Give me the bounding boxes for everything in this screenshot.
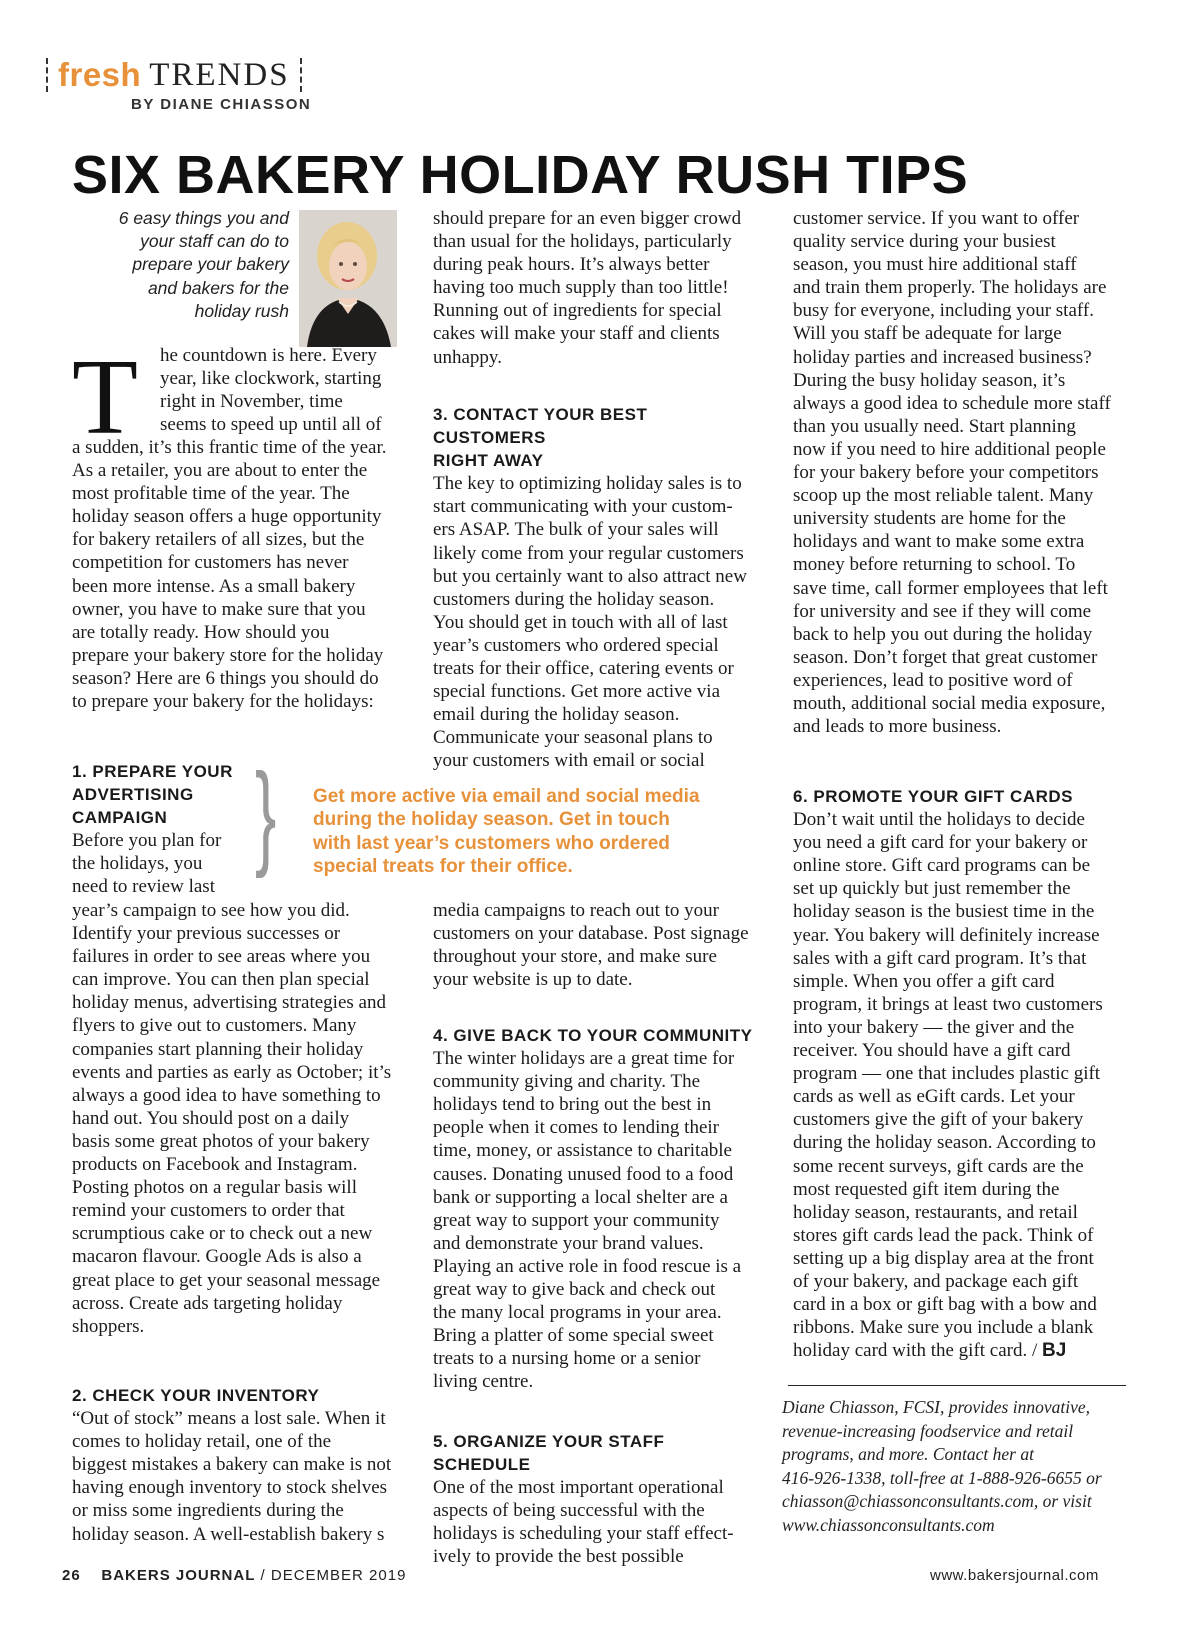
text-line: throughout your store, and make sure	[433, 946, 717, 968]
masthead-fresh: fresh	[58, 56, 142, 93]
text-line: should prepare for an even bigger crowd	[433, 208, 742, 229]
text-line: scoop up the most reliable talent. Many	[793, 485, 1094, 507]
text-line: customer service. If you want to offer	[793, 208, 1080, 229]
text-line: treats for their office, catering events or	[433, 658, 734, 680]
text-line: customers during the holiday season.	[433, 588, 715, 610]
section-1-heading: 1. PREPARE YOUR	[72, 762, 233, 781]
text-line: your customers with email or social	[433, 750, 705, 772]
text-line: busy for everyone, including your staff.	[793, 300, 1094, 322]
text-line: seems to speed up until all of	[160, 414, 382, 436]
text-line: for bakery retailers of all sizes, but the	[72, 529, 365, 551]
text-line: causes. Donating unused food to a food	[433, 1163, 734, 1185]
section-5	[433, 1430, 757, 1569]
text-line: ers ASAP. The bulk of your sales will	[433, 519, 719, 541]
text-line: Don’t wait until the holidays to decide	[793, 809, 1085, 831]
text-line: need to review last	[72, 876, 215, 898]
section-2-heading: 2. CHECK YOUR INVENTORY	[72, 1386, 320, 1405]
text-line: people when it comes to lending their	[433, 1117, 719, 1139]
masthead-bar-left	[46, 58, 48, 92]
text-line: macaron flavour. Google Ads is also a	[72, 1246, 362, 1268]
intro-paragraph	[72, 436, 396, 713]
intro-line: and bakers for the	[147, 277, 289, 298]
text-line: into your bakery — the giver and the	[793, 1016, 1075, 1038]
bio-line: revenue-increasing foodservice and retail	[782, 1420, 1074, 1441]
text-line: year’s campaign to see how you did.	[72, 900, 350, 921]
section-2	[72, 1384, 396, 1546]
pullquote-line: with last year’s customers who ordered	[313, 832, 670, 854]
masthead-trends: TRENDS	[149, 56, 290, 93]
text-line: than you usually need. Start planning	[793, 415, 1076, 437]
text-line: likely come from your regular customers	[433, 542, 744, 564]
text-line: program, it brings at least two customers	[793, 993, 1103, 1015]
intro-deck	[84, 207, 289, 323]
text-line: the holidays, you	[72, 853, 203, 875]
author-bio	[782, 1396, 1132, 1538]
section-1-heading: ADVERTISING	[72, 785, 194, 805]
intro-line: holiday rush	[194, 300, 289, 321]
bio-divider	[788, 1385, 1126, 1386]
text-line: the many local programs in your area.	[433, 1302, 722, 1324]
section-3-continued	[433, 899, 757, 991]
intro-line: your staff can do to	[140, 231, 289, 252]
text-line: year, like clockwork, starting	[160, 368, 382, 390]
text-line: online store. Gift card programs can be	[793, 855, 1091, 877]
text-line: always a good idea to schedule more staff	[793, 392, 1111, 414]
text-line: The key to optimizing holiday sales is to	[433, 473, 742, 495]
text-line: remind your customers to order that	[72, 1200, 345, 1222]
section-5-continued	[793, 207, 1127, 738]
text-line: setting up a big display area at the front	[793, 1247, 1094, 1269]
intro-line: 6 easy things you and	[118, 208, 289, 228]
text-line: start communicating with your custom-	[433, 496, 733, 518]
text-line: money before returning to school. To	[793, 554, 1076, 576]
text-line: flyers to give out to customers. Many	[72, 1015, 357, 1037]
page-title: SIX BAKERY HOLIDAY RUSH TIPS	[72, 145, 969, 205]
text-line: customers on your database. Post signage	[433, 923, 749, 945]
section-1	[72, 760, 272, 899]
text-line: Playing an active role in food rescue is a	[433, 1255, 742, 1277]
text-line: year’s customers who ordered special	[433, 634, 719, 656]
text-line: holiday season, restaurants, and retail	[793, 1201, 1078, 1223]
text-line: receiver. You should have a gift card	[793, 1040, 1071, 1062]
text-line: events and parties as early as October; it’s	[72, 1061, 392, 1083]
text-line: and demonstrate your brand values.	[433, 1232, 704, 1254]
page-footer	[62, 1567, 406, 1584]
text-line: than usual for the holidays, particularly	[433, 231, 732, 253]
text-line: scrumptious cake or to check out a new	[72, 1223, 373, 1245]
text-line: holidays tend to bring out the best in	[433, 1094, 712, 1116]
text-line: “Out of stock” means a lost sale. When it	[72, 1408, 386, 1430]
text-line: of your bakery, and package each gift	[793, 1270, 1079, 1292]
text-line: he countdown is here. Every	[160, 345, 377, 366]
text-line: back to help you out during the holiday	[793, 623, 1093, 645]
section-6	[793, 785, 1127, 1362]
masthead-bar-right	[300, 58, 302, 92]
text-line: can improve. You can then plan special	[72, 969, 370, 991]
text-line: holidays and want to make some extra	[793, 531, 1085, 553]
magazine-name: BAKERS JOURNAL	[101, 1567, 256, 1584]
text-line: holiday parties and increased business?	[793, 346, 1092, 368]
text-line: As a retailer, you are about to enter the	[72, 460, 368, 482]
text-line: stores gift cards lead the pack. Think of	[793, 1224, 1094, 1246]
section-4-heading: 4. GIVE BACK TO YOUR COMMUNITY	[433, 1026, 753, 1045]
text-line: special functions. Get more active via	[433, 681, 721, 703]
text-line: hand out. You should post on a daily	[72, 1107, 350, 1129]
text-line: but you certainly want to also attract new	[433, 565, 747, 587]
intro-line: prepare your bakery	[132, 254, 289, 275]
text-line: during the holiday season. According to	[793, 1132, 1096, 1154]
text-line: Bring a platter of some special sweet	[433, 1325, 714, 1347]
text-line: most requested gift item during the	[793, 1178, 1060, 1200]
text-line: ively to provide the best possible	[433, 1546, 684, 1568]
text-line: holidays is scheduling your staff effect-	[433, 1523, 734, 1545]
pullquote-line: during the holiday season. Get in touch	[313, 809, 670, 831]
text-line: during peak hours. It’s always better	[433, 254, 710, 276]
text-line: cakes will make your staff and clients	[433, 323, 720, 345]
text-line: great place to get your seasonal message	[72, 1269, 381, 1291]
text-line: and train them properly. The holidays are	[793, 277, 1107, 299]
text-line: Communicate your seasonal plans to	[433, 727, 713, 749]
text-line: save time, call former employees that left	[793, 577, 1108, 599]
text-line: media campaigns to reach out to your	[433, 900, 719, 921]
text-line: customers give the gift of your bakery	[793, 1109, 1084, 1131]
text-line: You should get in touch with all of last	[433, 611, 728, 633]
bio-line: Diane Chiasson, FCSI, provides innovative,	[782, 1397, 1090, 1417]
section-3	[433, 403, 757, 773]
text-line: university students are home for the	[793, 508, 1066, 530]
text-line: shoppers.	[72, 1315, 145, 1337]
text-line: always a good idea to have something to	[72, 1084, 381, 1106]
text-line: holiday season. A well-establish bakery s	[72, 1523, 385, 1545]
text-line: competition for customers has never	[72, 552, 349, 574]
text-line: biggest mistakes a bakery can make is not	[72, 1454, 392, 1476]
footer-url: www.bakersjournal.com	[930, 1567, 1099, 1584]
section-1-body	[72, 899, 396, 1338]
text-line: Identify your previous successes or	[72, 923, 341, 945]
text-line: quality service during your busiest	[793, 231, 1056, 253]
bio-line: www.chiassonconsultants.com	[782, 1514, 995, 1535]
text-line: great way to give back and check out	[433, 1279, 716, 1301]
text-line: The winter holidays are a great time for	[433, 1048, 735, 1070]
text-line: bank or supporting a local shelter are a	[433, 1186, 728, 1208]
pullquote-line: Get more active via email and social media	[313, 786, 700, 807]
text-line: owner, you have to make sure that you	[72, 598, 366, 620]
portrait-image	[299, 210, 397, 347]
text-line: Will you staff be adequate for large	[793, 323, 1062, 345]
text-line: a sudden, it’s this frantic time of the year.	[72, 437, 387, 458]
section-5-heading: 5. ORGANIZE YOUR STAFF SCHEDULE	[433, 1432, 665, 1475]
text-line: and leads to more business.	[793, 716, 1002, 738]
pullquote-line: special treats for their office.	[313, 856, 573, 878]
text-line: having enough inventory to stock shelves	[72, 1477, 388, 1499]
text-line: simple. When you offer a gift card	[793, 970, 1055, 992]
text-line: mouth, additional social media exposure,	[793, 692, 1106, 714]
author-photo	[299, 210, 397, 347]
section-4	[433, 1024, 757, 1394]
text-line: aspects of being successful with the	[433, 1500, 705, 1522]
drop-cap: T	[72, 338, 138, 457]
byline: BY DIANE CHIASSON	[131, 96, 312, 113]
text-line: basis some great photos of your bakery	[72, 1130, 370, 1152]
text-line: holiday menus, advertising strategies and	[72, 992, 386, 1014]
text-line: for your bakery before your competitors	[793, 462, 1099, 484]
text-line: some recent surveys, gift cards are the	[793, 1155, 1084, 1177]
text-line: been more intense. As a small bakery	[72, 575, 356, 597]
text-line: season? Here are 6 things you should do	[72, 667, 379, 689]
text-line: Posting photos on a regular basis will	[72, 1177, 357, 1199]
text-line: for university and see if they will come	[793, 600, 1092, 622]
text-line: to prepare your bakery for the holidays:	[72, 691, 374, 713]
text-line: set up quickly but just remember the	[793, 878, 1071, 900]
text-line	[793, 1339, 1127, 1362]
text-line: During the busy holiday season, it’s	[793, 369, 1066, 391]
bio-line: programs, and more. Contact her at	[782, 1444, 1034, 1465]
signoff: BJ	[1042, 1340, 1067, 1362]
text-line: cards as well as eGift cards. Let your	[793, 1086, 1075, 1108]
text-line: are totally ready. How should you	[72, 621, 330, 643]
masthead	[36, 52, 312, 98]
text-line: now if you need to hire additional people	[793, 438, 1106, 460]
pullquote-brace: }	[255, 749, 277, 879]
text-line: season, you must hire additional staff	[793, 254, 1077, 276]
bio-line: chiasson@chiassonconsultants.com, or visit	[782, 1491, 1092, 1512]
text-line: most profitable time of the year. The	[72, 483, 350, 505]
text-line: products on Facebook and Instagram.	[72, 1154, 358, 1176]
text-line: Before you plan for	[72, 830, 222, 852]
text-line: year. You bakery will definitely increase	[793, 924, 1100, 946]
text-line: holiday season offers a huge opportunity	[72, 506, 382, 528]
section-2-continued	[433, 207, 757, 369]
intro-paragraph-dropcap-lines	[160, 344, 396, 436]
text-line: great way to support your community	[433, 1209, 720, 1231]
pullquote	[313, 785, 753, 879]
text-line: treats to a nursing home or a senior	[433, 1348, 701, 1370]
text-line: prepare your bakery store for the holiday	[72, 644, 384, 666]
text-line: comes to holiday retail, one of the	[72, 1431, 332, 1453]
text-line: experiences, lead to positive word of	[793, 669, 1073, 691]
text-line: season. Don’t forget that great customer	[793, 646, 1098, 668]
text-line: holiday season is the busiest time in the	[793, 901, 1095, 923]
text-line: community giving and charity. The	[433, 1071, 701, 1093]
text-line: you need a gift card for your bakery or	[793, 832, 1088, 854]
text-line: program — one that includes plastic gift	[793, 1063, 1101, 1085]
text-line: time, money, or assistance to charitable	[433, 1140, 732, 1162]
text-line: living centre.	[433, 1371, 534, 1393]
text-line: email during the holiday season.	[433, 704, 680, 726]
text-line: across. Create ads targeting holiday	[72, 1292, 343, 1314]
last-line: holiday card with the gift card. /	[793, 1340, 1043, 1362]
text-line: your website is up to date.	[433, 969, 633, 991]
text-line: card in a box or gift bag with a bow and	[793, 1294, 1097, 1316]
text-line: ribbons. Make sure you include a blank	[793, 1317, 1094, 1339]
bio-line: 416-926-1338, toll-free at 1-888-926-6655 or	[782, 1467, 1102, 1488]
text-line: failures in order to see areas where you	[72, 946, 371, 968]
text-line: companies start planning their holiday	[72, 1038, 364, 1060]
text-line: unhappy.	[433, 346, 502, 368]
section-3-heading: RIGHT AWAY	[433, 451, 544, 471]
text-line: Running out of ingredients for special	[433, 300, 722, 322]
page-number: 26	[62, 1567, 81, 1584]
text-line: or miss some ingredients during the	[72, 1500, 344, 1522]
text-line: right in November, time	[160, 391, 343, 413]
text-line: One of the most important operational	[433, 1477, 724, 1499]
section-3-heading: 3. CONTACT YOUR BEST CUSTOMERS	[433, 405, 648, 448]
section-6-heading: 6. PROMOTE YOUR GIFT CARDS	[793, 787, 1073, 806]
section-1-heading: CAMPAIGN	[72, 808, 168, 828]
text-line: having too much supply than too little!	[433, 277, 729, 299]
issue-date: / DECEMBER 2019	[260, 1567, 407, 1584]
text-line: sales with a gift card program. It’s that	[793, 947, 1087, 969]
